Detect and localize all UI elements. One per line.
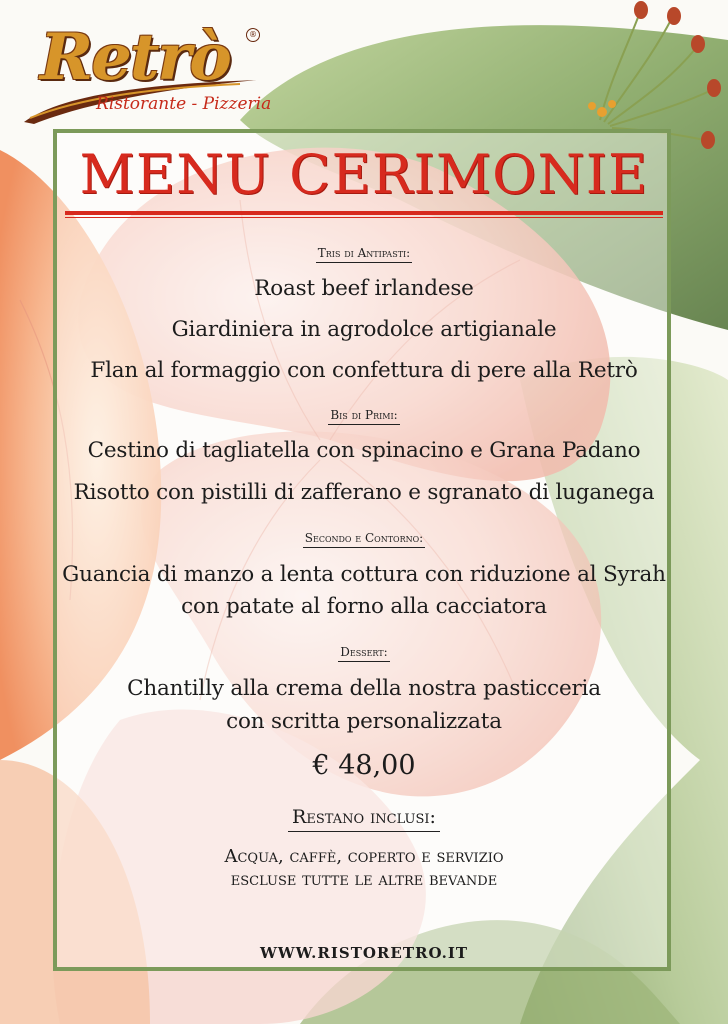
section-heading-secondo: Secondo e Contorno: <box>0 531 728 548</box>
dish-item: Roast beef irlandese <box>254 276 474 301</box>
dish-item: con patate al forno alla cacciatora <box>181 594 547 619</box>
section-heading-dessert: Dessert: <box>0 645 728 662</box>
section-heading-antipasti: Tris di Antipasti: <box>0 246 728 263</box>
included-line: Acqua, caffè, coperto e servizio <box>224 846 504 867</box>
dish-item: Guancia di manzo a lenta cottura con riduzione al Syrah <box>62 562 666 587</box>
dish-item: Cestino di tagliatella con spinacino e Grana Padano <box>87 438 641 463</box>
included-line: escluse tutte le altre bevande <box>230 869 498 890</box>
title-underline <box>65 211 663 215</box>
title-underline-thin <box>65 217 663 218</box>
registered-mark: ® <box>246 28 260 42</box>
logo-subtitle: Ristorante - Pizzeria <box>96 94 272 114</box>
dish-item: con scritta personalizzata <box>226 709 502 734</box>
restaurant-logo <box>20 18 272 118</box>
included-heading: Restano inclusi: <box>0 806 728 832</box>
section-heading-primi: Bis di Primi: <box>0 408 728 425</box>
website-link[interactable]: WWW.RISTORETRO.IT <box>259 944 469 962</box>
menu-price: € 48,00 <box>312 750 416 781</box>
dish-item: Giardiniera in agrodolce artigianale <box>171 317 557 342</box>
menu-title: MENU CERIMONIE <box>79 143 649 206</box>
dish-item: Chantilly alla crema della nostra pasticceria <box>127 676 601 701</box>
dish-item: Flan al formaggio con confettura di pere alla Retrò <box>90 358 638 383</box>
dish-item: Risotto con pistilli di zafferano e sgranato di luganega <box>73 480 655 505</box>
logo-wordmark: Retrò <box>40 20 230 95</box>
